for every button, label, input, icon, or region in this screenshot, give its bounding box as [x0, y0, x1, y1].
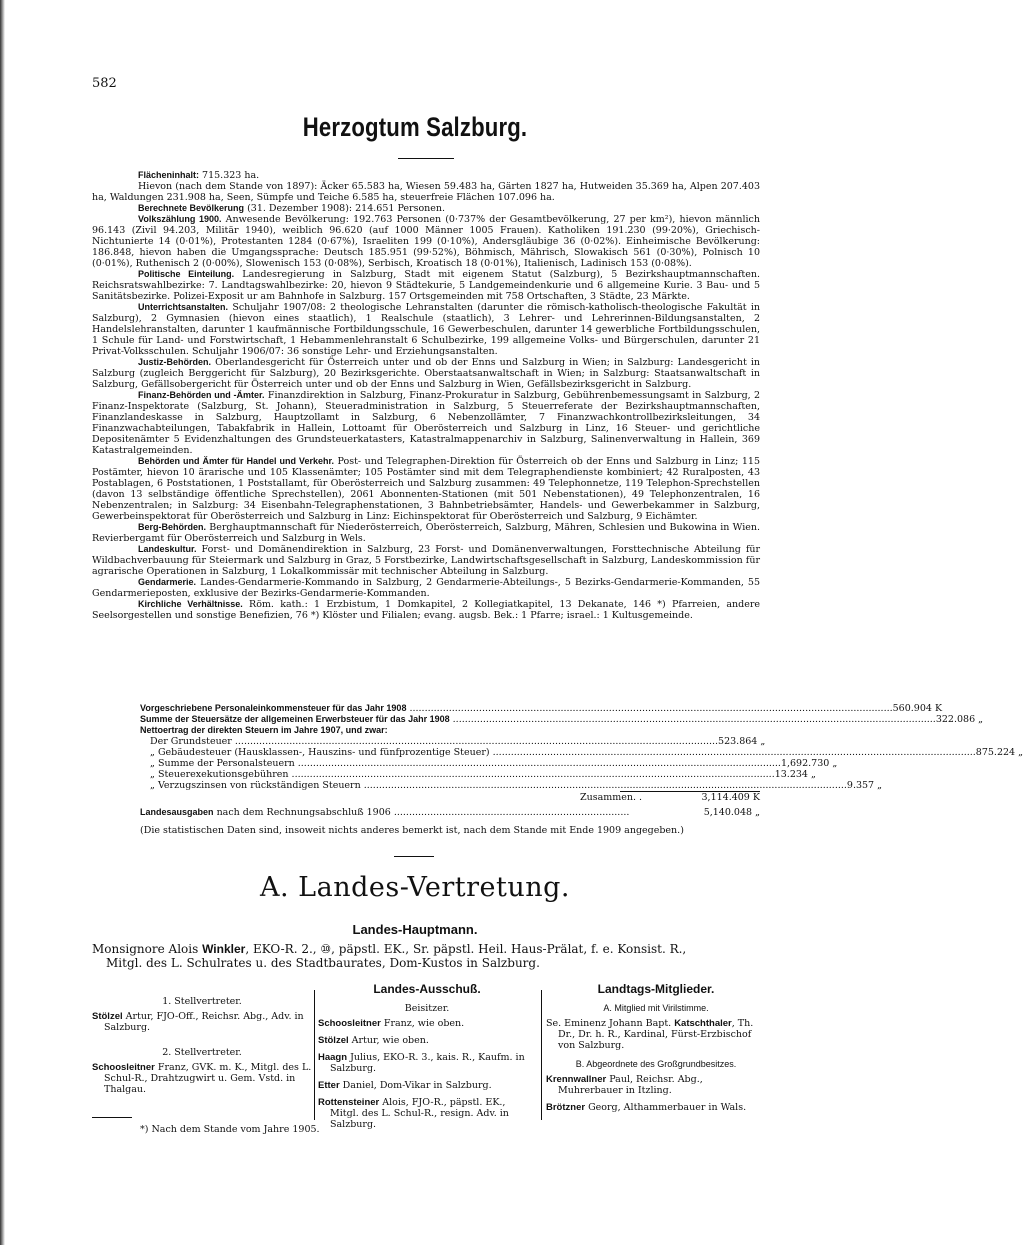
paragraph: [92, 522, 760, 544]
entry-text: Artur, wie oben.: [348, 1035, 429, 1046]
paragraph-head: Landeskultur.: [138, 544, 197, 554]
paragraph-text: Finanzdirektion in Salzburg, Finanz-Prokuratur in Salzburg, Gebührenbemessungsamt in Salzburg, 2 Finanz-Inspektorate (Salzburg, St. Johann), Steueradministration in Salzburg, 5 Steuerreferate der Bezirkshauptmannschaften, Finanzlandeskasse in Salzburg, Hauptzollamt in Salzburg, 6 Nebenzollämter, 7 Finanzwachkontrollbezirksleitungen, 34 Finanzwachabteilungen, Tabakfabrik in Hallein, Lottoamt für Oberösterreich und Salzburg in Linz, 16 Steuer- und gerichtliche Depositenämter 5 Evidenzhaltungen des Grundsteuerkatasters, Katastralmappenarchiv in Salzburg, Salinenverwaltung in Hallein, 369 Katastralgemeinden.: [92, 390, 761, 456]
paragraph: [92, 203, 760, 214]
entry-text: Artur, FJO-Off., Reichsr. Abg., Adv. in Salzburg.: [104, 1011, 304, 1033]
tax-value: 560.904: [892, 703, 932, 714]
tax-value: 13.234: [774, 769, 808, 780]
tax-row: Summe der Steuersätze der allgemeinen Erwerbsteuer für das Jahr 1908 ................................................................................................................................................................ 322.086 „: [140, 714, 984, 725]
paragraph-text: Post- und Telegraphen-Direktion für Österreich ob der Enns und Salzburg in Linz; 115 Postämter, hievon 10 ärarische und 105 Klassenämter; 105 Postämter sind mit dem Telegraphendienste kombiniert; 42 Ruralposten, 43 Postablagen, 6 Poststationen, 1 Poststallamt, für Oberösterreich und Salzburg zusammen: 49 Telephonnetze, 119 Telephon-Sprechstellen (davon 13 selbständige öffentliche Sprechstellen), 2061 Abonnenten-Stationen (mit 501 Nebenstationen), 49 Telephonzentralen, 16 Nebenzentralen; in Salzburg: 34 Eisenbahn-Telegraphenstationen, 3 Bahnbetriebsämter, Handels- und Gewerbekammer in Salzburg, Gewerbeinspektorat für Oberösterreich und Salzburg in Linz: Eichinspektorat für Oberösterreich und Salzburg, 9 Eichämter.: [92, 456, 760, 522]
tax-value: 1,692.730: [780, 758, 830, 769]
expenses-row: Landesausgaben nach dem Rechnungsabschluß 1906 .............................................................................. 5,140.048 „: [140, 807, 760, 818]
paragraph-head: Kirchliche Verhältnisse.: [138, 599, 243, 609]
tax-value: 9.357: [846, 780, 875, 791]
paragraph: [92, 214, 760, 269]
column-landes-ausschuss: [318, 984, 536, 1136]
entry-text: , Th. Dr., Dr. h. R., Kardinal, Fürst-Erzbischof von Salzburg.: [558, 1018, 754, 1051]
tax-row: „ Gebäudesteuer (Hausklassen-, Hauszins- und fünfprozentige Steuer) ................................................................................................................................................................ 875.224 „: [150, 747, 1023, 758]
paragraph: [92, 599, 760, 621]
column-divider: [541, 990, 542, 1120]
paragraph-head: Politische Einteilung.: [138, 269, 235, 279]
statistics-body: [92, 170, 760, 621]
statistics-note: (Die statistischen Daten sind, insoweit nichts anderes bemerkt ist, nach dem Stande mit Ende 1909 angegeben.): [140, 825, 684, 836]
footnote-divider: [92, 1117, 132, 1118]
paragraph-text: Hievon (nach dem Stande von 1897): Äcker 65.583 ha, Wiesen 59.483 ha, Gärten 1827 ha, Hutweiden 35.369 ha, Alpen 207.403 ha, Waldungen 231.908 ha, Seen, Sümpfe und Teiche 6.585 ha, steuerfreie Flächen 107.096 ha.: [92, 181, 760, 203]
list-item: [318, 1080, 536, 1091]
tax-row: Vorgeschriebene Personaleinkommensteuer für das Jahr 1908 ................................................................................................................................................................ 560.904 K: [140, 703, 943, 714]
paragraph-text: Berghauptmannschaft für Niederösterreich, Oberösterreich, Salzburg, Mähren, Schlesien und Bukowina in Wien. Revierbergamt für Oberösterreich und Salzburg in Wels.: [92, 522, 760, 544]
tax-row: „ Steuerexekutionsgebühren ................................................................................................................................................................ 13.234 „: [150, 769, 816, 780]
expenses-unit: „: [755, 807, 760, 818]
tax-total-value: 3,114.409: [701, 792, 750, 803]
entry-prefix: Se. Eminenz Johann Bapt.: [546, 1018, 675, 1029]
tax-unit: K: [934, 703, 943, 714]
entry-text: Georg, Althammerbauer in Wals.: [585, 1102, 747, 1113]
paragraph-head: Behörden und Ämter für Handel und Verkehr.: [138, 456, 334, 466]
paragraph-text: Landesregierung in Salzburg, Stadt mit eigenem Statut (Salzburg), 5 Bezirkshauptmannschaften. Reichsratswahlbezirke: 7. Landtagswahlbezirke: 20, hievon 9 Städtekurie, 5 Landgemeindenkurie und 6 allgemeine Kurie. 3 Bau- und 5 Sanitätsbezirke. Polizei-Exposit ur am Bahnhofe in Salzburg. 157 Ortsgemeinden mit 758 Ortschaften, 3 Städte, 23 Märkte.: [92, 269, 760, 302]
paragraph: [92, 390, 760, 456]
page-number: 582: [92, 76, 117, 91]
tax-unit: „: [811, 769, 816, 780]
tax-total-row: Zusammen. . 3,114.409 K: [580, 792, 760, 803]
entry-name: Katschthaler: [674, 1018, 732, 1029]
tax-label: Vorgeschriebene Personaleinkommensteuer für das Jahr 1908: [140, 703, 407, 713]
divider: [398, 158, 454, 159]
tax-total-label: Zusammen: [580, 792, 634, 803]
tax-unit: „: [877, 780, 883, 791]
divider: [394, 856, 434, 857]
entry-name: Brötzner: [546, 1102, 586, 1113]
entry-text: Paul, Reichsr. Abg., Muhrerbauer in Itzling.: [558, 1074, 703, 1096]
list-item: [318, 1097, 536, 1130]
tax-table: [140, 703, 1023, 818]
paragraph: [92, 170, 760, 181]
tax-value: 322.086: [935, 714, 976, 725]
tax-unit: „: [760, 736, 766, 747]
list-item: [318, 1052, 536, 1074]
list-item: [92, 1011, 312, 1033]
paragraph-text: (31. Dezember 1908): 214.651 Personen.: [244, 203, 446, 214]
column-divider: [314, 990, 315, 1120]
tax-row: Der Grundsteuer ................................................................................................................................................................ 523.864 „: [150, 736, 766, 747]
list-item: [318, 1018, 536, 1029]
entry-text: Daniel, Dom-Vikar in Salzburg.: [339, 1080, 492, 1091]
tax-label: Der Grundsteuer: [150, 736, 232, 747]
column-heading: Landtags-Mitglieder.: [597, 982, 715, 996]
paragraph-text: 715.323 ha.: [199, 170, 260, 181]
section-title: A. Landes-Vertretung.: [260, 872, 570, 903]
paragraph-text: Landes-Gendarmerie-Kommando in Salzburg, 2 Gendarmerie-Abteilungs-, 5 Bezirks-Gendarmerie-Kommanden, 55 Gendarmerieposten, exklusive der Bezirks-Gendarmerie-Kommanden.: [92, 577, 760, 599]
sub-heading: Beisitzer.: [404, 1003, 450, 1014]
entry-name: Rottensteiner: [318, 1097, 380, 1108]
tax-label: „ Steuerexekutionsgebühren: [150, 769, 289, 780]
lh-name: Winkler: [202, 942, 246, 956]
tax-label: Summe der Steuersätze der allgemeinen Erwerbsteuer für das Jahr 1908: [140, 714, 450, 724]
tax-value: 523.864: [718, 736, 758, 747]
paragraph: [92, 181, 760, 203]
paragraph-text: Anwesende Bevölkerung: 192.763 Personen (0·737% der Gesamtbevölkerung, 27 per km²), hievon männlich 96.143 (Zivil 94.203, Militär 1940), weiblich 96.620 (auf 1000 Männer 1005 Frauen). Katholiken 191.230 (99·20%), Griechisch-Nichtunierte 14 (0·01%), Protestanten 1284 (0·67%), Israeliten 199 (0·10%), Andersgläubige 36 (0·02%). Einheimische Bevölkerung: 186.848, hievon haben die Umgangssprache: Deutsch 185.951 (99·52%), Böhmisch, Mährisch, Slowakisch 561 (0·30%), Polnisch 10 (0·01%), Ruthenisch 2 (0·00%), Slowenisch 153 (0·08%), Serbisch, Kroatisch 18 (0·01%), Italienisch, Ladinisch 153 (0·08%).: [92, 214, 760, 269]
tax-label: „ Summe der Personalsteuern: [150, 758, 295, 769]
paragraph: [92, 269, 760, 302]
paragraph-head: Unterrichtsanstalten.: [138, 302, 229, 312]
column-heading: Landes-Ausschuß.: [373, 982, 481, 996]
tax-unit: „: [1018, 747, 1023, 758]
section-subtitle: Landes-Hauptmann.: [352, 922, 478, 937]
paragraph-head: Berechnete Bevölkerung: [138, 203, 245, 213]
lh-rest2: Mitgl. des L. Schulrates u. des Stadtbaurates, Dom-Kustos in Salzburg.: [106, 956, 540, 970]
tax-value: 875.224: [975, 747, 1016, 758]
entry-name: Etter: [318, 1080, 340, 1091]
paragraph-head: Volkszählung 1900.: [138, 214, 222, 224]
sub-heading: A. Mitglied mit Virilstimme.: [603, 1003, 709, 1013]
paragraph-head: Justiz-Behörden.: [138, 357, 212, 367]
landeshauptmann-entry: [92, 942, 760, 970]
list-item: [546, 1018, 766, 1051]
paragraph-head: Finanz-Behörden und -Ämter.: [138, 390, 265, 400]
paragraph: [92, 544, 760, 577]
entry-text: Franz, GVK. m. K., Mitgl. des L. Schul-R., Drahtzugwirt u. Gem. Vstd. in Thalgau.: [104, 1062, 312, 1095]
tax-label: Nettoertrag der direkten Steuern im Jahre 1907, und zwar:: [140, 725, 388, 735]
tax-label: „ Gebäudesteuer (Hausklassen-, Hauszins- und fünfprozentige Steuer): [150, 747, 490, 758]
page-title: Herzogtum Salzburg.: [302, 112, 528, 142]
expenses-label: Landesausgaben: [140, 807, 214, 817]
paragraph-text: Oberlandesgericht für Österreich unter und ob der Enns und Salzburg in Wien; in Salzburg: Landesgericht in Salzburg (zugleich Berggericht für Salzburg), 20 Bezirksgerichte. Oberstaatsanwaltschaft in Wien; in Salzburg: Staatsanwaltschaft in Salzburg, Gefällsobergericht für Österreich unter und ob der Enns und Salzburg in Wien, Gefällsbezirksgericht in Salzburg.: [92, 357, 760, 390]
tax-unit: „: [978, 714, 984, 725]
sub-heading: 2. Stellvertreter.: [162, 1047, 242, 1058]
paragraph: [92, 577, 760, 599]
tax-row: „ Summe der Personalsteuern ................................................................................................................................................................ 1,692.730 „: [150, 758, 838, 769]
paragraph: [92, 302, 760, 357]
expenses-value: 5,140.048: [703, 807, 753, 818]
sub-heading: B. Abgeordnete des Großgrundbesitzes.: [575, 1059, 737, 1069]
entry-name: Stölzel: [318, 1035, 349, 1046]
entry-name: Stölzel: [92, 1011, 123, 1022]
entry-name: Krennwallner: [546, 1074, 607, 1085]
paragraph-text: Schuljahr 1907/08: 2 theologische Lehranstalten (darunter die römisch-katholisch-theologische Fakultät in Salzburg), 2 Gymnasien (hievon eines staatlich), 1 Realschule (staatlich), 3 Lehrer- und Lehrerinnen-Bildungsanstalten, 2 Handelslehranstalten, darunter 1 kaufmännische Fortbildungsschule, 16 Gewerbeschulen, darunter 14 gewerbliche Fortbildungsschulen, 1 Schule für Land- und Forstwirtschaft, 1 Hebammenlehranstalt 6 Schulbezirke, 199 allgemeine Volks- und Bürgerschulen, darunter 21 Privat-Volksschulen. Schuljahr 1906/07: 36 sonstige Lehr- und Erziehungsanstalten.: [92, 302, 760, 357]
paragraph-head: Flächeninhalt:: [138, 170, 200, 180]
list-item: [92, 1062, 312, 1095]
tax-total-unit: K: [752, 792, 760, 803]
paragraph-text: Forst- und Domänendirektion in Salzburg, 23 Forst- und Domänenverwaltungen, Forsttechnische Abteilung für Wildbachverbauung für Steiermark und Salzburg in Graz, 5 Forstbezirke, Landwirtschaftsgesellschaft in Salzburg, Landeskommission für agrarische Operationen in Salzburg, 1 Lokalkommissär mit technischer Abteilung in Salzburg.: [92, 544, 760, 577]
paragraph-head: Gendarmerie.: [138, 577, 197, 587]
lh-rest1: , EKO-R. 2., ⑩, päpstl. EK., Sr. päpstl. Heil. Haus-Prälat, f. e. Konsist. R.,: [245, 942, 687, 956]
entry-text: Julius, EKO-R. 3., kais. R., Kaufm. in Salzburg.: [330, 1052, 525, 1074]
entry-name: Haagn: [318, 1052, 348, 1063]
tax-row: „ Verzugszinsen von rückständigen Steuern ................................................................................................................................................................ 9.357 „: [150, 780, 883, 791]
expenses-text: nach dem Rechnungsabschluß 1906: [216, 807, 391, 818]
tax-row: [140, 725, 760, 736]
paragraph: [92, 357, 760, 390]
column-landtags-mitglieder: [546, 984, 766, 1119]
paragraph: [92, 456, 760, 522]
list-item: [546, 1074, 766, 1096]
scan-edge: [0, 0, 5, 1245]
paragraph-text: Röm. kath.: 1 Erzbistum, 1 Domkapitel, 2 Kollegiatkapitel, 13 Dekanate, 146 *) Pfarreien, andere Seelsorgestellen und sonstige Benefizien, 76 *) Klöster und Filialen; evang. augsb. Bek.: 1 Pfarre; israel.: 1 Kultusgemeinde.: [92, 599, 760, 621]
entry-text: Franz, wie oben.: [380, 1018, 465, 1029]
entry-name: Schoosleitner: [92, 1062, 155, 1073]
entry-name: Schoosleitner: [318, 1018, 381, 1029]
paragraph-head: Berg-Behörden.: [138, 522, 207, 532]
list-item: [546, 1102, 766, 1113]
tax-unit: „: [832, 758, 838, 769]
entry-text: Alois, FJO-R., päpstl. EK., Mitgl. des L. Schul-R., resign. Adv. in Salzburg.: [330, 1097, 509, 1130]
column-stellvertreter: [92, 984, 312, 1101]
lh-prefix: Monsignore Alois: [92, 942, 203, 956]
sub-heading: 1. Stellvertreter.: [162, 996, 242, 1007]
tax-label: „ Verzugszinsen von rückständigen Steuern: [150, 780, 361, 791]
list-item: [318, 1035, 536, 1046]
footnote: *) Nach dem Stande vom Jahre 1905.: [140, 1124, 320, 1135]
